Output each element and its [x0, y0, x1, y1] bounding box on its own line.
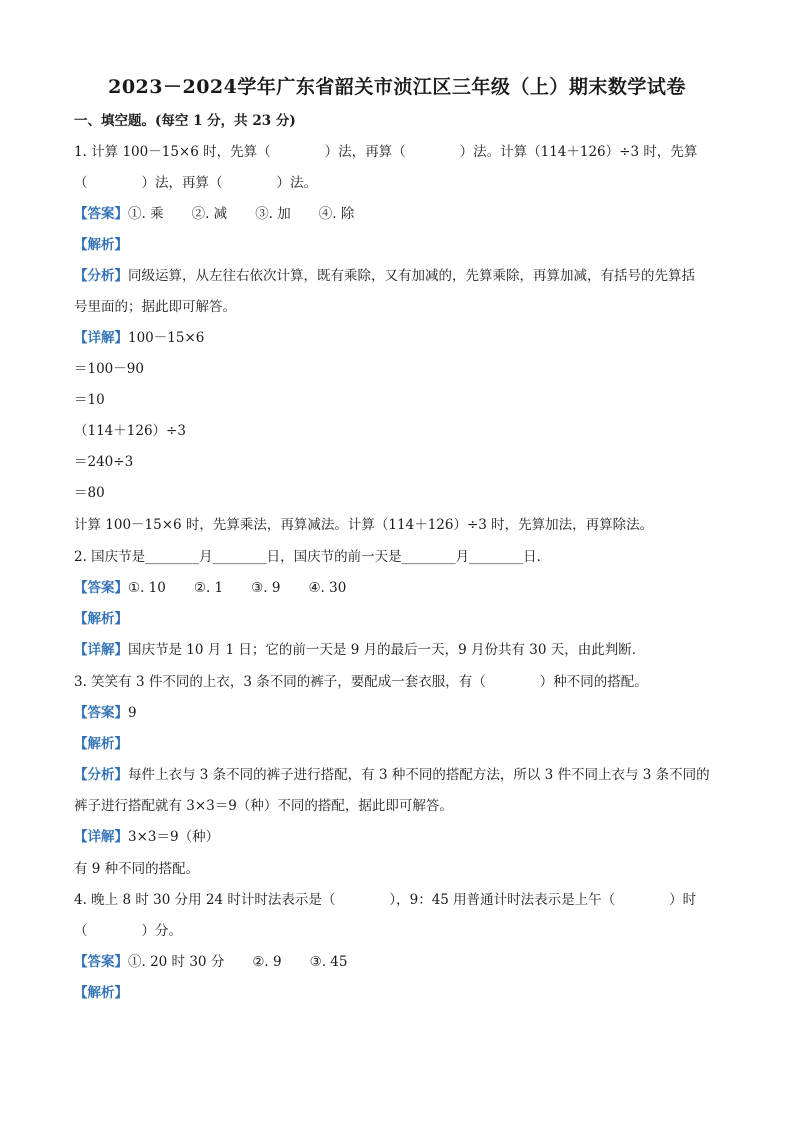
analysis-label: 【解析】 — [74, 985, 128, 1001]
question-3-line-1: 3. 笑笑有 3 件不同的上衣，3 条不同的裤子，要配成一套衣服，有（ ）种不同的搭配。 — [74, 674, 648, 690]
answer-option: ③. 9 — [251, 580, 281, 596]
question-4-line-2: （ ）分。 — [74, 923, 182, 939]
fenxi-text: 每件上衣与 3 条不同的裤子进行搭配，有 3 种不同的搭配方法，所以 3 件不同上衣与 3 条不同的 — [128, 767, 710, 783]
answer-option: ①. 乘 — [128, 206, 164, 222]
detail-text: 100－15×6 — [128, 330, 205, 346]
analysis-label: 【解析】 — [74, 611, 128, 627]
detail-text: 3×3＝9（种） — [128, 829, 220, 845]
question-2-detail — [74, 641, 645, 659]
question-1-line-1: 1. 计算 100－15×6 时，先算（ ）法，再算（ ）法。计算（114＋126）÷3 时，先算 — [74, 144, 698, 160]
answer-option: ①. 10 — [128, 580, 166, 596]
detail-label: 【详解】 — [74, 330, 128, 346]
answer-option: ③. 加 — [255, 206, 291, 222]
calc-step: ＝10 — [74, 392, 105, 408]
question-4-line-1: 4. 晚上 8 时 30 分用 24 时计时法表示是（ ），9：45 用普通计时法表示是上午（ ）时 — [74, 892, 697, 908]
fenxi-label: 【分析】 — [74, 767, 128, 783]
answer-option: ②. 9 — [252, 954, 282, 970]
question-3-detail — [74, 828, 219, 846]
calc-step: ＝100－90 — [74, 361, 144, 377]
answer-label: 【答案】 — [74, 705, 128, 721]
question-3-conclusion: 有 9 种不同的搭配。 — [74, 861, 200, 877]
detail-label: 【详解】 — [74, 642, 128, 658]
section-heading: 一、填空题。(每空 1 分，共 23 分) — [74, 113, 296, 129]
fenxi-text: 同级运算，从左往右依次计算，既有乘除，又有加减的，先算乘除，再算加减，有括号的先算括 — [128, 268, 695, 284]
question-1-detail — [74, 329, 204, 347]
calc-step: ＝240÷3 — [74, 454, 134, 470]
answer-option: ②. 1 — [193, 580, 224, 596]
question-1-line-2: （ ）法，再算（ ）法。 — [74, 175, 317, 191]
question-1-fenxi — [74, 267, 695, 285]
question-1-fenxi-cont: 号里面的；据此即可解答。 — [74, 299, 236, 315]
analysis-label: 【解析】 — [74, 736, 128, 752]
answer-option: ③. 45 — [309, 954, 348, 970]
question-3-answer — [74, 704, 137, 722]
answer-option: ②. 减 — [191, 206, 228, 222]
question-1-answer — [74, 205, 382, 223]
fenxi-label: 【分析】 — [74, 268, 128, 284]
detail-label: 【详解】 — [74, 829, 128, 845]
answer-option: ①. 20 时 30 分 — [128, 954, 225, 970]
question-2-answer — [74, 579, 374, 597]
analysis-label: 【解析】 — [74, 237, 128, 253]
detail-text: 国庆节是 10 月 1 日；它的前一天是 9 月的最后一天，9 月份共有 30 天，由此判断． — [128, 642, 646, 658]
answer-option: ④. 30 — [308, 580, 347, 596]
calc-step: （114＋126）÷3 — [74, 423, 186, 439]
calc-step: ＝80 — [74, 485, 105, 501]
answer-value: 9 — [128, 705, 137, 721]
question-2-line-1: 2. 国庆节是________月________日，国庆节的前一天是________月________日． — [74, 549, 551, 565]
question-3-fenxi-cont: 裤子进行搭配就有 3×3＝9（种）不同的搭配，据此即可解答。 — [74, 798, 453, 814]
answer-label: 【答案】 — [74, 954, 128, 970]
page-title: 2023－2024学年广东省韶关市浈江区三年级（上）期末数学试卷 — [108, 76, 686, 98]
question-3-fenxi — [74, 766, 710, 784]
answer-option: ④. 除 — [318, 206, 355, 222]
answer-label: 【答案】 — [74, 206, 128, 222]
question-1-conclusion: 计算 100－15×6 时，先算乘法，再算减法。计算（114＋126）÷3 时，先算加法，再算除法。 — [74, 517, 654, 533]
question-4-answer — [74, 953, 375, 971]
answer-label: 【答案】 — [74, 580, 128, 596]
